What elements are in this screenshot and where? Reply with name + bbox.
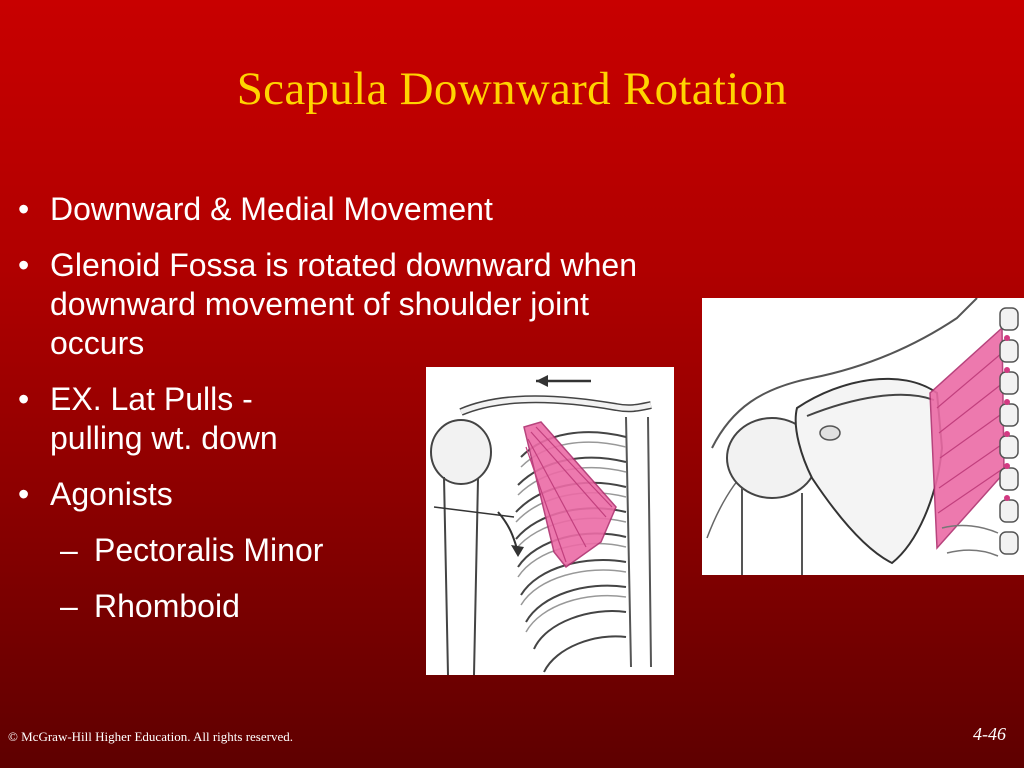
bullet-text: • Glenoid Fossa is rotated downward when downward movement of shoulder joint occurs	[50, 247, 637, 361]
bullet-text-line: pulling wt. down	[50, 420, 278, 456]
bullet-text-line: EX. Lat Pulls -	[50, 381, 253, 417]
bullet-text: Agonists	[50, 476, 173, 512]
pectoralis-minor-drawing	[426, 367, 674, 675]
slide-title: Scapula Downward Rotation	[236, 63, 788, 115]
pectoralis-minor-illustration	[426, 367, 674, 675]
sub-bullet-text: Pectoralis Minor	[94, 532, 324, 568]
bullet-text: Downward & Medial Movement	[50, 191, 493, 227]
sub-bullet-text: Rhomboid	[94, 588, 240, 624]
copyright-footer: © McGraw-Hill Higher Education. All rights reserved.	[8, 729, 293, 744]
dash-marker: –	[60, 588, 78, 624]
rhomboid-illustration	[702, 298, 1024, 575]
rhomboid-drawing	[702, 298, 1024, 575]
page-number: 4-46	[973, 724, 1006, 744]
dash-marker: –	[60, 532, 78, 568]
bullet-item	[14, 190, 994, 229]
